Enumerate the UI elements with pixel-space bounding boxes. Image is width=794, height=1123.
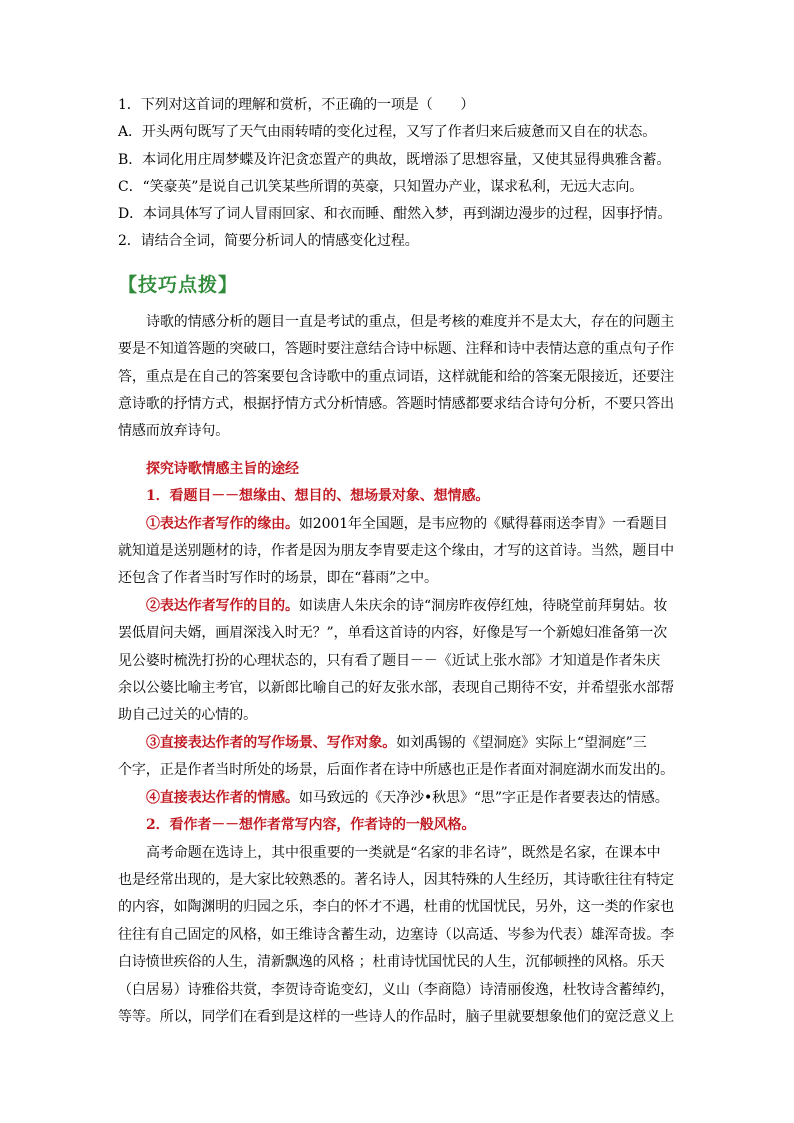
tips-heading: 【技巧点拨】 [118, 273, 239, 296]
point-1-lead: ①表达作者写作的缘由。 [146, 515, 299, 532]
intro-line: 答，重点是在自己的答案要包含诗歌中的重点词语，这样就能和给的答案无限接近，还要注 [118, 368, 674, 385]
method-section [118, 456, 678, 1032]
point-2-line: 助自己过关的心情的。 [118, 707, 257, 724]
question-block [118, 92, 678, 256]
final-line: 高考命题在选诗上，其中很重要的一类就是“名家的非名诗”，既然是名家，在课本中 [146, 844, 661, 861]
point-1-line [118, 511, 678, 538]
final-line: 的内容，如陶渊明的归园之乐，李白的怀才不遇，杜甫的忧国忧民，另外，这一类的作家也 [118, 899, 674, 916]
point-1-text: 如2001年全国题，是韦应物的《赋得暮雨送李胄》一看题目 [298, 515, 668, 532]
final-line: 也是经常出现的，是大家比较熟悉的。著名诗人，因其特殊的人生经历，其诗歌往往有特定 [118, 871, 674, 888]
question-2: 2．请结合全词，简要分析词人的情感变化过程。 [118, 233, 419, 250]
intro-line: 要是不知道答题的突破口，答题时要注意结合诗中标题、注释和诗中表情达意的重点句子作 [118, 341, 674, 358]
point-3-lead: ③直接表达作者的写作场景、写作对象。 [146, 734, 397, 751]
document-body [118, 92, 678, 1031]
intro-line: 情感而放弃诗句。 [118, 423, 230, 440]
point-3-line [118, 730, 678, 757]
point-2-line: 见公婆时梳洗打扮的心理状态的，只有看了题目－－《近试上张水部》才知道是作者朱庆 [118, 652, 661, 669]
final-line: 白诗愤世疾俗的人生，清新飘逸的风格 ；杜甫诗忧国忧民的人生，沉郁顿挫的风格。乐天 [118, 954, 665, 971]
point-3-line: 个字，正是作者当时所处的场景，后面作者在诗中所感也正是作者面对洞庭湖水而发出的。 [118, 762, 674, 779]
option-c: C．“笑豪英”是说自己讥笑某些所谓的英豪，只知置办产业，谋求私利，无远大志向。 [118, 178, 644, 195]
section-title: 探究诗歌情感主旨的途经 [146, 460, 299, 477]
point-1-line: 还包含了作者当时写作时的场景，即在“暮雨”之中。 [118, 570, 438, 587]
option-a: A．开头两句既写了天气由雨转晴的变化过程，又写了作者归来后疲惫而又自在的状态。 [118, 124, 657, 141]
intro-line: 诗歌的情感分析的题目一直是考试的重点，但是考核的难度并不是太大，存在的问题主 [146, 313, 675, 330]
final-line: 等等。所以，同学们在看到是这样的一些诗人的作品时，脑子里就要想象他们的宽泛意义上 [118, 1008, 674, 1025]
point-2-text: 如读唐人朱庆余的诗“ [298, 597, 432, 614]
point-1-line: 就知道是送别题材的诗，作者是因为朋友李胄要走这个缘由，才写的这首诗。当然，题目中 [118, 543, 674, 560]
point-4-text: 如马致远的《天净沙•秋思》“思”字正是作者要表达的情感。 [298, 789, 669, 806]
option-d: D．本词具体写了词人冒雨回家、和衣而睡、酣然入梦，再到湖边漫步的过程，因事抒情。 [118, 206, 672, 223]
point-4-lead: ④直接表达作者的情感。 [146, 789, 299, 806]
option-b: B．本词化用庄周梦蝶及许汜贪恋置产的典故，既增添了思想容量，又使其显得典雅含蓄。 [118, 151, 671, 168]
question-stem: 1．下列对这首词的理解和赏析，不正确的一项是（ ） [118, 97, 475, 113]
intro-paragraph [118, 309, 678, 446]
final-line: （白居易）诗雅俗共赏，李贺诗奇诡变幻，义山（李商隐）诗清丽俊逸，杜牧诗含蓄绰约， [118, 981, 674, 998]
final-line: 往往有自己固定的风格，如王维诗含蓄生动，边塞诗（以高适、岑参为代表）雄浑奇拔。李 [118, 926, 674, 943]
point-4-line [118, 785, 678, 812]
point-2-line: 罢低眉问夫婿，画眉深浅入时无？”，单看这首诗的内容，好像是写一个新媳妇准备第一次 [118, 625, 668, 642]
point-2-line: 余以公婆比喻主考官，以新郎比喻自己的好友张水部，表现自己期待不安，并希望张水部帮 [118, 680, 674, 697]
point-2-quote: 洞房昨夜停红烛，待晓堂前拜舅姑。妆 [431, 597, 668, 614]
point-2-line [118, 593, 678, 620]
step-1-title: 1．看题目－－想缘由、想目的、想场景对象、想情感。 [146, 488, 490, 505]
step-2-title: 2．看作者－－想作者常写内容，作者诗的一般风格。 [146, 817, 476, 834]
point-2-lead: ②表达作者写作的目的。 [146, 597, 299, 614]
point-3-text: 如刘禹锡的《望洞庭》实际上“望洞庭”三 [396, 734, 647, 751]
intro-line: 意诗歌的抒情方式，根据抒情方式分析情感。答题时情感都要求结合诗句分析，不要只答出 [118, 396, 674, 412]
